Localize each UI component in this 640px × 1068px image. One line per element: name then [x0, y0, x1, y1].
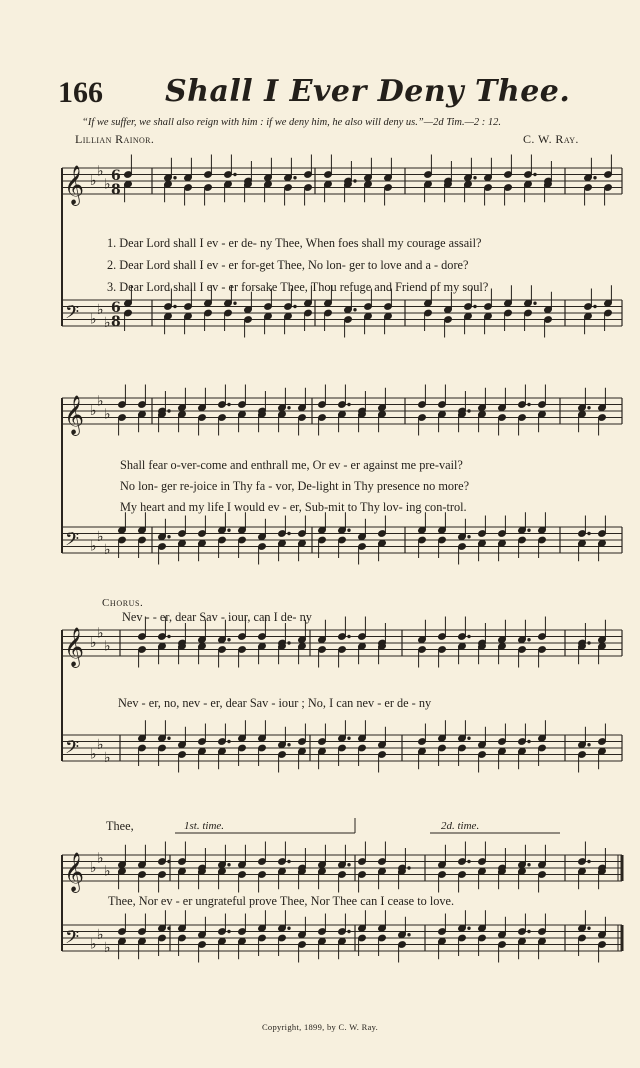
time-signature-top: 6 — [111, 300, 121, 316]
dot — [234, 302, 236, 304]
treble-clef: 𝄞 — [64, 627, 85, 667]
dot — [174, 177, 176, 179]
dot — [348, 864, 350, 866]
dot — [348, 737, 350, 739]
dot — [348, 529, 350, 531]
dot — [168, 536, 170, 538]
flat-sign: ♭ — [90, 311, 97, 328]
dot — [588, 642, 590, 644]
dot — [588, 860, 590, 862]
dot — [168, 410, 170, 412]
verse-1-line-2: Shall fear o-ver-come and enthrall me, Or ev - er against me pre-vail? — [120, 458, 463, 472]
second-ending-label: 2d. time. — [441, 820, 480, 832]
dot — [168, 737, 170, 739]
flat-sign: ♭ — [90, 746, 97, 763]
dot — [528, 403, 530, 405]
dot — [288, 927, 290, 929]
chorus-label: Chorus. — [102, 597, 144, 609]
dot — [168, 860, 170, 862]
notes — [118, 155, 613, 963]
flat-sign: ♭ — [90, 173, 97, 189]
dot — [408, 934, 410, 936]
dot — [468, 635, 470, 637]
flat-sign: ♭ — [104, 406, 111, 423]
dot — [534, 302, 536, 304]
chorus-soprano-lyric: Nev - - er, dear Sav - iour, can I de- ny — [122, 610, 312, 624]
page-number: 166 — [58, 76, 103, 109]
dot — [468, 927, 470, 929]
dot — [228, 403, 230, 405]
dot — [228, 529, 230, 531]
flat-sign: ♭ — [104, 939, 111, 956]
dot — [354, 309, 356, 311]
chorus-bass-lyric: Nev - er, no, nev - er, dear Sav - iour ; No, I can nev - er de - ny — [118, 696, 432, 710]
ending-soprano-lyric: Thee, — [106, 819, 134, 833]
composer: C. W. Ray. — [523, 132, 579, 146]
dot — [228, 639, 230, 641]
time-signature-bottom: 8 — [111, 182, 121, 198]
ending-lyric: Thee, Nor ev - er ungrateful prove Thee, Nor Thee can I cease to love. — [108, 894, 455, 908]
flat-sign: ♭ — [97, 926, 104, 943]
dot — [534, 173, 536, 175]
dot — [474, 177, 476, 179]
flat-sign: ♭ — [90, 538, 97, 555]
dot — [168, 635, 170, 637]
dot — [528, 639, 530, 641]
dot — [468, 536, 470, 538]
dot — [528, 864, 530, 866]
flat-sign: ♭ — [90, 403, 97, 419]
flat-sign: ♭ — [97, 850, 104, 867]
dot — [594, 305, 596, 307]
dot — [228, 740, 230, 742]
dot — [228, 864, 230, 866]
flat-sign: ♭ — [97, 528, 104, 545]
flat-sign: ♭ — [104, 638, 111, 655]
bass-clef: 𝄢 — [65, 302, 80, 328]
flat-sign: ♭ — [104, 314, 111, 331]
lyricist: Lillian Rainor. — [75, 132, 155, 146]
flat-sign: ♭ — [104, 749, 111, 766]
dot — [288, 860, 290, 862]
first-ending-label: 1st. time. — [184, 820, 225, 832]
dot — [408, 867, 410, 869]
dot — [294, 177, 296, 179]
flat-sign: ♭ — [104, 541, 111, 558]
dot — [348, 635, 350, 637]
verse-2-line-2: No lon- ger re-joice in Thy fa - vor, De-light in Thy presence no more? — [120, 479, 470, 493]
dot — [468, 860, 470, 862]
dot — [234, 173, 236, 175]
time-signature-bottom: 8 — [111, 314, 121, 330]
dot — [588, 744, 590, 746]
dot — [468, 410, 470, 412]
verse-3-line-1: 3. Dear Lord shall I ev - er forsake Thee, Thou refuge and Friend of my soul? — [107, 280, 489, 294]
dot — [168, 927, 170, 929]
dot — [354, 180, 356, 182]
dot — [288, 744, 290, 746]
dot — [288, 532, 290, 534]
dot — [528, 930, 530, 932]
time-signature-top: 6 — [111, 168, 121, 184]
treble-clef: 𝄞 — [64, 165, 85, 205]
hymn-title: Shall I Ever Deny Thee. — [165, 74, 571, 109]
flat-sign: ♭ — [97, 163, 104, 180]
scripture-epigraph: “If we suffer, we shall also reign with him : if we deny him, he also will deny us.”—2d Tim.—2 : 12. — [82, 117, 502, 128]
verse-1-line-1: 1. Dear Lord shall I ev - er de- ny Thee, When foes shall my courage assail? — [107, 236, 482, 250]
dot — [528, 529, 530, 531]
flat-sign: ♭ — [97, 736, 104, 753]
dot — [588, 927, 590, 929]
copyright-notice: Copyright, 1899, by C. W. Ray. — [261, 1022, 379, 1032]
treble-clef: 𝄞 — [64, 395, 85, 435]
dot — [348, 403, 350, 405]
bass-clef: 𝄢 — [65, 737, 80, 763]
flat-sign: ♭ — [97, 625, 104, 642]
bass-clef: 𝄢 — [65, 927, 80, 953]
dot — [348, 930, 350, 932]
treble-clef: 𝄞 — [64, 852, 85, 892]
dot — [288, 642, 290, 644]
bass-clef: 𝄢 — [65, 529, 80, 555]
flat-sign: ♭ — [104, 176, 111, 193]
dot — [228, 930, 230, 932]
dot — [588, 407, 590, 409]
dot — [474, 305, 476, 307]
verse-3-line-2: My heart and my life I would ev - er, Sub-mit to Thy lov- ing con-trol. — [120, 500, 467, 514]
flat-sign: ♭ — [90, 635, 97, 651]
flat-sign: ♭ — [90, 936, 97, 953]
dot — [528, 740, 530, 742]
dot — [588, 532, 590, 534]
dot — [294, 305, 296, 307]
flat-sign: ♭ — [97, 301, 104, 318]
flat-sign: ♭ — [97, 393, 104, 410]
dot — [594, 177, 596, 179]
dot — [288, 407, 290, 409]
verse-2-line-1: 2. Dear Lord shall I ev - er for-get Thee, No lon- ger to love and a - dore? — [107, 258, 469, 272]
dot — [174, 305, 176, 307]
dot — [468, 737, 470, 739]
flat-sign: ♭ — [104, 863, 111, 880]
flat-sign: ♭ — [90, 860, 97, 876]
